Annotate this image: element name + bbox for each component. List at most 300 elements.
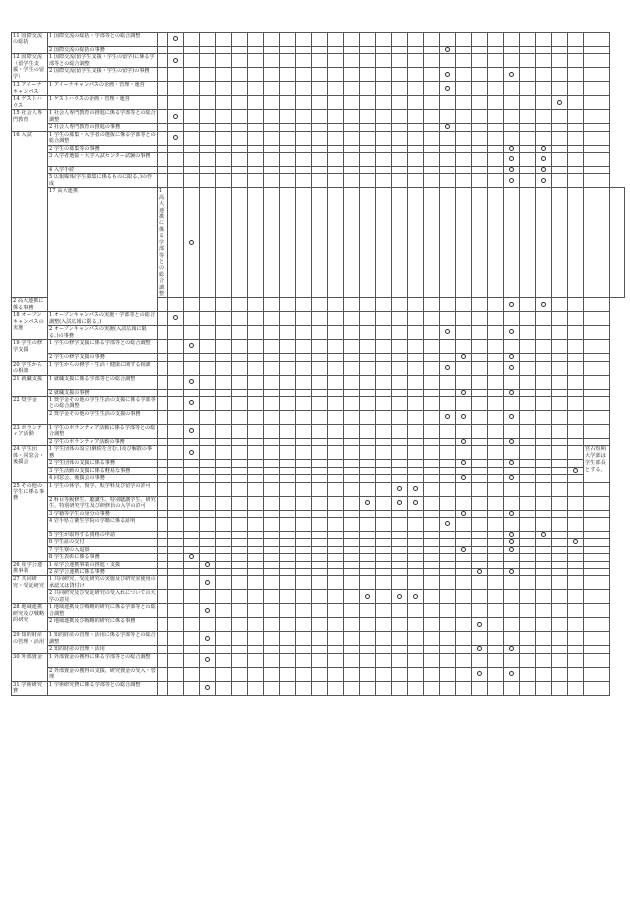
table-row	[12, 667, 625, 681]
empty-cell	[376, 145, 392, 152]
empty-cell	[488, 482, 504, 496]
task-cell: 1 学生の休学、復学、転学科及び留学の許可	[48, 482, 158, 496]
circle-mark	[200, 653, 216, 667]
empty-cell	[264, 532, 280, 539]
empty-cell	[488, 54, 504, 68]
table-row	[12, 496, 625, 510]
empty-cell	[168, 124, 184, 131]
empty-cell	[568, 326, 584, 340]
circle-mark-icon	[541, 178, 546, 183]
circle-mark	[392, 496, 408, 510]
empty-cell	[424, 424, 440, 438]
circle-mark-icon	[509, 671, 514, 676]
empty-cell	[360, 174, 376, 188]
circle-mark	[504, 361, 520, 375]
category-cell: 26 産学公連携事業	[12, 561, 48, 576]
empty-cell	[158, 667, 168, 681]
empty-cell	[232, 554, 248, 561]
circle-mark-icon	[509, 532, 514, 537]
table-row	[12, 482, 625, 496]
empty-cell	[248, 460, 264, 467]
empty-cell	[248, 326, 264, 340]
empty-cell	[504, 188, 520, 298]
empty-cell	[536, 496, 552, 510]
empty-cell	[520, 460, 536, 467]
table-row	[12, 554, 625, 561]
empty-cell	[328, 396, 344, 410]
empty-cell	[520, 446, 536, 460]
empty-cell	[472, 424, 488, 438]
empty-cell	[520, 361, 536, 375]
task-cell: 1 奨学金その他の学生生活の支援に係る学部等との総合調整	[49, 396, 156, 410]
circle-mark-icon	[445, 86, 450, 91]
empty-cell	[536, 110, 552, 124]
note-cell	[584, 518, 610, 532]
empty-cell	[536, 632, 552, 646]
circle-mark	[440, 518, 456, 532]
circle-mark-icon	[189, 450, 194, 455]
empty-cell	[568, 518, 584, 532]
empty-cell	[296, 467, 312, 474]
circle-mark	[184, 340, 200, 354]
empty-cell	[488, 96, 504, 110]
empty-cell	[296, 460, 312, 467]
category-cell: 21 就職支援	[12, 375, 48, 396]
empty-cell	[472, 554, 488, 561]
empty-cell	[536, 375, 552, 389]
empty-cell	[232, 410, 248, 424]
category-cell: 23 ボランティア活動	[12, 424, 48, 445]
empty-cell	[168, 361, 184, 375]
circle-mark-icon	[541, 532, 546, 537]
note-cell	[584, 110, 610, 124]
empty-cell	[184, 646, 200, 653]
empty-cell	[504, 110, 520, 124]
empty-cell	[232, 460, 248, 467]
empty-cell	[376, 361, 392, 375]
empty-cell	[392, 174, 408, 188]
table-row	[12, 475, 625, 482]
empty-cell	[552, 110, 568, 124]
empty-cell	[360, 446, 376, 460]
empty-cell	[392, 131, 408, 145]
empty-cell	[280, 667, 296, 681]
empty-cell	[392, 646, 408, 653]
empty-cell	[232, 576, 248, 590]
empty-cell	[472, 131, 488, 145]
circle-mark-icon	[189, 400, 194, 405]
empty-cell	[424, 396, 440, 410]
empty-cell	[360, 54, 376, 68]
empty-cell	[158, 467, 168, 474]
empty-cell	[280, 68, 296, 82]
empty-cell	[360, 561, 376, 568]
empty-cell	[488, 653, 504, 667]
empty-cell	[280, 188, 296, 298]
table-row	[12, 396, 625, 410]
empty-cell	[158, 576, 168, 590]
empty-cell	[184, 110, 200, 124]
empty-cell	[568, 410, 584, 424]
empty-cell	[440, 475, 456, 482]
empty-cell	[168, 424, 184, 438]
empty-cell	[552, 354, 568, 361]
empty-cell	[472, 145, 488, 152]
empty-cell	[472, 576, 488, 590]
circle-mark-icon	[189, 240, 194, 245]
empty-cell	[200, 554, 216, 561]
empty-cell	[312, 446, 328, 460]
empty-cell	[280, 569, 296, 576]
empty-cell	[568, 145, 584, 152]
empty-cell	[296, 618, 312, 632]
task-cell: 2 学生の修学支援の事務	[48, 354, 158, 361]
empty-cell	[296, 298, 312, 312]
empty-cell	[408, 312, 424, 326]
empty-cell	[520, 298, 536, 312]
empty-cell	[472, 653, 488, 667]
empty-cell	[536, 82, 552, 96]
empty-cell	[216, 153, 232, 167]
category-cell: 24 学生団体・同窓会・後援会	[12, 446, 48, 482]
empty-cell	[168, 467, 184, 474]
empty-cell	[312, 569, 328, 576]
empty-cell	[376, 54, 392, 68]
empty-cell	[472, 396, 488, 410]
task-cell: 1 地域連携及び戦略的研究に係る学部等との総合調整	[49, 604, 156, 617]
empty-cell	[264, 396, 280, 410]
empty-cell	[280, 646, 296, 653]
empty-cell	[216, 632, 232, 646]
empty-cell	[248, 340, 264, 354]
circle-mark-icon	[397, 594, 402, 599]
note-cell	[584, 145, 610, 152]
task-cell: 1 学生団体の設立(継続を含む。)及び解散の事務	[48, 446, 158, 460]
empty-cell	[248, 131, 264, 145]
empty-cell	[408, 438, 424, 445]
circle-mark-icon	[413, 594, 418, 599]
empty-cell	[158, 145, 168, 152]
circle-mark	[456, 546, 472, 553]
empty-cell	[392, 532, 408, 539]
circle-mark	[536, 532, 552, 539]
empty-cell	[158, 361, 168, 375]
empty-cell	[280, 82, 296, 96]
empty-cell	[216, 145, 232, 152]
note-cell	[584, 410, 610, 424]
empty-cell	[536, 131, 552, 145]
empty-cell	[376, 653, 392, 667]
empty-cell	[408, 532, 424, 539]
empty-cell	[408, 167, 424, 174]
empty-cell	[504, 312, 520, 326]
empty-cell	[488, 131, 504, 145]
empty-cell	[328, 82, 344, 96]
empty-cell	[312, 96, 328, 110]
empty-cell	[158, 532, 168, 539]
empty-cell	[408, 326, 424, 340]
empty-cell	[264, 554, 280, 561]
category-cell: 17 高大連携	[48, 188, 158, 312]
task-cell: 5 広報媒体(学生募集に係るものに限る。)の作成	[48, 174, 158, 188]
empty-cell	[328, 590, 344, 604]
circle-mark	[408, 590, 424, 604]
table-row	[12, 569, 625, 576]
empty-cell	[158, 590, 168, 604]
empty-cell	[296, 375, 312, 389]
empty-cell	[536, 354, 552, 361]
circle-mark-icon	[189, 343, 194, 348]
empty-cell	[158, 68, 168, 82]
empty-cell	[552, 326, 568, 340]
empty-cell	[184, 475, 200, 482]
empty-cell	[504, 518, 520, 532]
note-cell	[584, 539, 610, 546]
note-cell	[584, 590, 610, 604]
empty-cell	[158, 82, 168, 96]
empty-cell	[328, 569, 344, 576]
circle-mark	[408, 496, 424, 510]
note-cell	[584, 532, 610, 539]
empty-cell	[264, 54, 280, 68]
empty-cell	[168, 604, 184, 618]
empty-cell	[408, 174, 424, 188]
note-cell	[584, 340, 610, 354]
empty-cell	[344, 153, 360, 167]
empty-cell	[392, 110, 408, 124]
empty-cell	[392, 153, 408, 167]
note-cell	[584, 354, 610, 361]
empty-cell	[552, 532, 568, 539]
table-row	[12, 467, 625, 474]
empty-cell	[184, 54, 200, 68]
circle-mark	[168, 54, 184, 68]
task-cell: 2 オープンキャンパスの実施(入試広報に限る。)の事務	[48, 326, 158, 340]
empty-cell	[248, 361, 264, 375]
empty-cell	[312, 653, 328, 667]
empty-cell	[216, 361, 232, 375]
empty-cell	[328, 632, 344, 646]
empty-cell	[216, 510, 232, 517]
empty-cell	[456, 576, 472, 590]
empty-cell	[440, 653, 456, 667]
empty-cell	[344, 354, 360, 361]
empty-cell	[536, 604, 552, 618]
empty-cell	[536, 424, 552, 438]
empty-cell	[408, 340, 424, 354]
table-row	[12, 354, 625, 361]
circle-mark-icon	[573, 539, 578, 544]
circle-mark	[456, 510, 472, 517]
empty-cell	[456, 618, 472, 632]
empty-cell	[344, 446, 360, 460]
empty-cell	[568, 554, 584, 561]
note-cell	[584, 131, 610, 145]
task-cell: 1 アイーナキャンパスの企画・管理・運営	[48, 82, 158, 96]
empty-cell	[248, 124, 264, 131]
empty-cell	[248, 475, 264, 482]
empty-cell	[280, 632, 296, 646]
empty-cell	[472, 561, 488, 568]
empty-cell	[536, 576, 552, 590]
empty-cell	[232, 174, 248, 188]
empty-cell	[312, 532, 328, 539]
empty-cell	[312, 124, 328, 131]
empty-cell	[158, 646, 168, 653]
circle-mark-icon	[413, 500, 418, 505]
empty-cell	[280, 467, 296, 474]
empty-cell	[312, 475, 328, 482]
table-row	[12, 653, 625, 667]
empty-cell	[360, 438, 376, 445]
circle-mark	[536, 153, 552, 167]
empty-cell	[232, 646, 248, 653]
empty-cell	[328, 361, 344, 375]
empty-cell	[200, 131, 216, 145]
task-cell: 2 学生の募集等の事務	[48, 145, 158, 152]
circle-mark-icon	[461, 354, 466, 359]
empty-cell	[360, 47, 376, 54]
empty-cell	[456, 145, 472, 152]
empty-cell	[376, 561, 392, 568]
empty-cell	[488, 681, 504, 695]
note-cell	[584, 326, 610, 340]
empty-cell	[360, 340, 376, 354]
empty-cell	[424, 167, 440, 174]
task-cell: 1 学生の募集・入学者の選抜に係る学部等との総合調整	[49, 131, 156, 145]
empty-cell	[520, 145, 536, 152]
empty-cell	[520, 496, 536, 510]
empty-cell	[248, 681, 264, 695]
empty-cell	[488, 475, 504, 482]
note-cell: 宮古短期大学部は学生部長とする。	[584, 446, 610, 482]
empty-cell	[504, 82, 520, 96]
circle-mark	[504, 354, 520, 361]
empty-cell	[408, 396, 424, 410]
empty-cell	[168, 460, 184, 467]
empty-cell	[200, 298, 216, 312]
empty-cell	[376, 410, 392, 424]
empty-cell	[232, 539, 248, 546]
circle-mark-icon	[509, 354, 514, 359]
empty-cell	[472, 354, 488, 361]
empty-cell	[424, 546, 440, 553]
empty-cell	[360, 681, 376, 695]
empty-cell	[520, 653, 536, 667]
empty-cell	[168, 145, 184, 152]
empty-cell	[232, 632, 248, 646]
empty-cell	[248, 618, 264, 632]
empty-cell	[504, 33, 520, 47]
empty-cell	[232, 532, 248, 539]
empty-cell	[158, 539, 168, 546]
empty-cell	[392, 389, 408, 396]
circle-mark-icon	[541, 167, 546, 172]
empty-cell	[360, 167, 376, 174]
empty-cell	[472, 361, 488, 375]
note-cell	[584, 96, 610, 110]
circle-mark	[456, 410, 472, 424]
empty-cell	[344, 510, 360, 517]
empty-cell	[408, 681, 424, 695]
empty-cell	[184, 546, 200, 553]
empty-cell	[296, 47, 312, 54]
empty-cell	[328, 667, 344, 681]
empty-cell	[568, 167, 584, 174]
category-cell: 28 地域連携研究及び戦略的研究	[12, 604, 48, 632]
empty-cell	[328, 496, 344, 510]
circle-mark-icon	[573, 468, 578, 473]
empty-cell	[168, 475, 184, 482]
empty-cell	[184, 576, 200, 590]
table-row	[12, 510, 625, 517]
empty-cell	[536, 681, 552, 695]
empty-cell	[296, 124, 312, 131]
circle-mark-icon	[509, 646, 514, 651]
circle-mark	[408, 482, 424, 496]
empty-cell	[296, 153, 312, 167]
empty-cell	[488, 68, 504, 82]
empty-cell	[158, 424, 168, 438]
empty-cell	[552, 569, 568, 576]
empty-cell	[344, 532, 360, 539]
circle-mark-icon	[205, 608, 210, 613]
empty-cell	[344, 361, 360, 375]
empty-cell	[568, 188, 584, 298]
circle-mark	[504, 153, 520, 167]
empty-cell	[360, 518, 376, 532]
empty-cell	[424, 68, 440, 82]
empty-cell	[158, 174, 168, 188]
empty-cell	[264, 33, 280, 47]
empty-cell	[312, 110, 328, 124]
empty-cell	[440, 188, 456, 298]
circle-mark-icon	[445, 521, 450, 526]
empty-cell	[456, 167, 472, 174]
empty-cell	[184, 667, 200, 681]
circle-mark-icon	[173, 58, 178, 63]
empty-cell	[184, 467, 200, 474]
empty-cell	[248, 467, 264, 474]
empty-cell	[392, 438, 408, 445]
table-row	[12, 446, 625, 460]
empty-cell	[552, 396, 568, 410]
empty-cell	[360, 646, 376, 653]
empty-cell	[424, 145, 440, 152]
empty-cell	[424, 33, 440, 47]
empty-cell	[408, 54, 424, 68]
empty-cell	[344, 438, 360, 445]
empty-cell	[168, 569, 184, 576]
note-cell	[584, 632, 610, 646]
empty-cell	[408, 33, 424, 47]
empty-cell	[456, 496, 472, 510]
empty-cell	[328, 482, 344, 496]
empty-cell	[472, 33, 488, 47]
empty-cell	[296, 681, 312, 695]
empty-cell	[264, 646, 280, 653]
note-cell	[584, 438, 610, 445]
empty-cell	[158, 33, 168, 47]
empty-cell	[232, 312, 248, 326]
empty-cell	[248, 561, 264, 568]
empty-cell	[536, 54, 552, 68]
empty-cell	[344, 590, 360, 604]
empty-cell	[328, 375, 344, 389]
empty-cell	[312, 410, 328, 424]
empty-cell	[158, 298, 168, 312]
empty-cell	[328, 340, 344, 354]
